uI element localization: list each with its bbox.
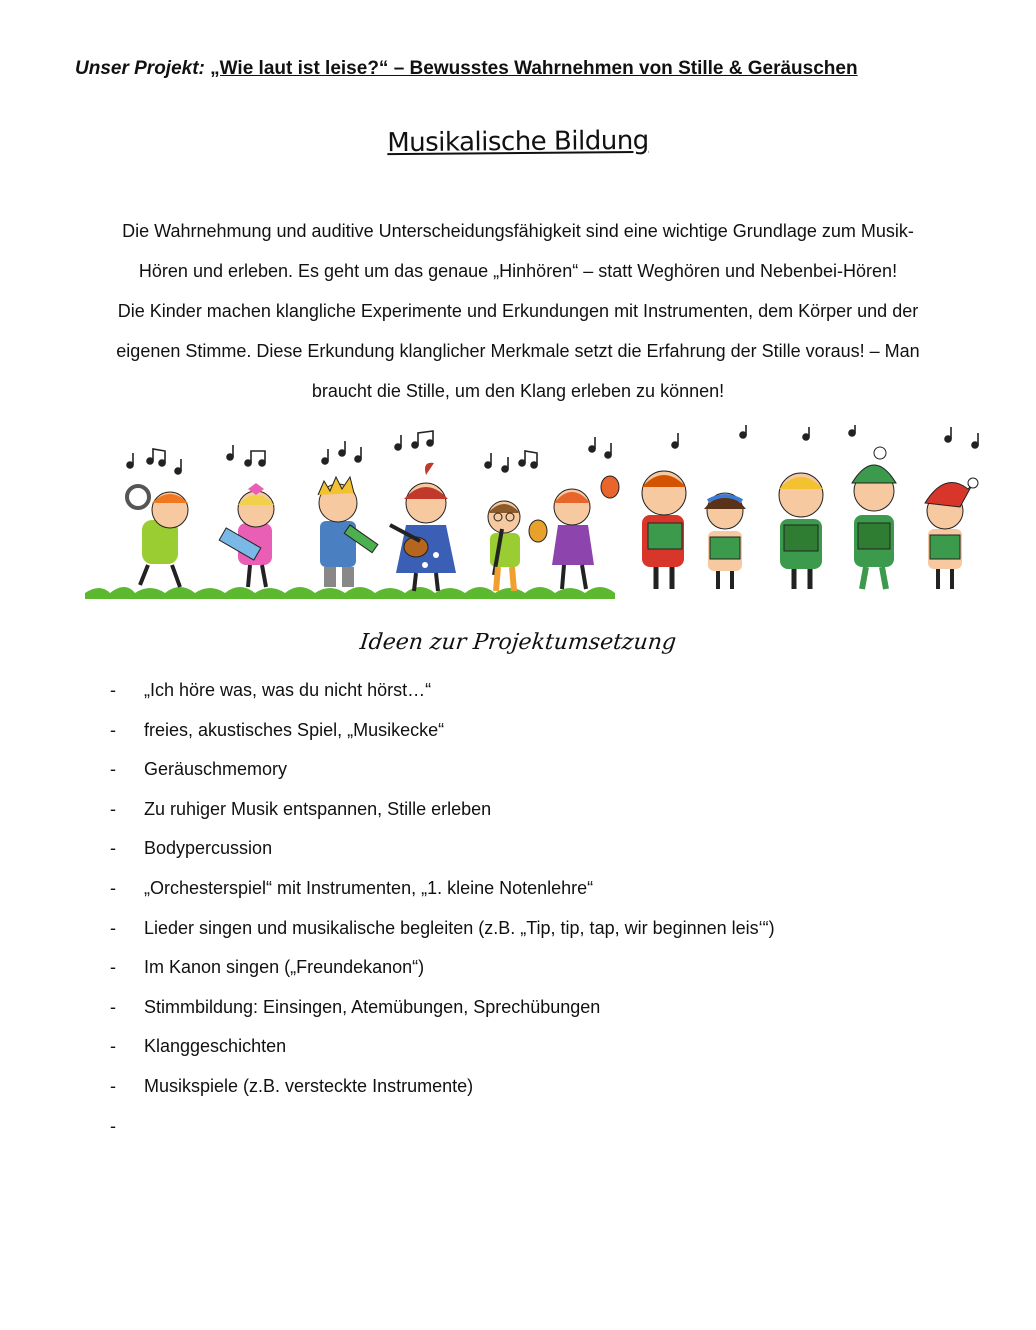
note-icon (672, 433, 678, 448)
note-icon (945, 427, 951, 442)
list-item (110, 829, 970, 869)
note-icon (485, 453, 491, 468)
note-icon (519, 451, 537, 468)
list-bullet: - (110, 1036, 116, 1057)
list-item-text: freies, akustisches Spiel, „Musikecke“ (144, 719, 445, 740)
list-bullet: - (110, 798, 116, 819)
list-item-text: Im Kanon singen („Freundekanon“) (144, 957, 425, 978)
list-item (110, 869, 970, 909)
list-item-text: Zu ruhiger Musik entspannen, Stille erleben (144, 798, 492, 819)
intro-line: eigenen Stimme. Diese Erkundung klanglicher Merkmale setzt die Erfahrung der Stille voraus! – Man (116, 341, 920, 361)
list-item-text: Klanggeschichten (144, 1036, 287, 1057)
note-icon (412, 431, 433, 448)
child-singer (852, 447, 896, 589)
intro-line: Hören und erleben. Es geht um das genaue „Hinhören“ – statt Weghören und Nebenbei-Hören! (138, 261, 898, 281)
list-item-text: Bodypercussion (144, 838, 273, 859)
list-bullet: - (110, 877, 116, 898)
child-xylophone (219, 483, 274, 587)
note-icon (227, 445, 233, 460)
list-bullet: - (110, 1075, 116, 1096)
list-item (110, 1027, 970, 1067)
note-icon (339, 441, 345, 456)
list-item-text: Musikspiele (z.B. versteckte Instrumente) (144, 1075, 474, 1096)
list-item (110, 1067, 970, 1107)
list-item (110, 750, 970, 790)
note-icon (355, 447, 361, 462)
note-icon (849, 425, 855, 436)
intro-paragraph (70, 211, 966, 411)
note-icon (589, 437, 595, 452)
page-title: Musikalische Bildung (387, 125, 649, 159)
note-icon (175, 459, 181, 474)
list-item-text: „Orchesterspiel“ mit Instrumenten, „1. kleine Notenlehre“ (144, 877, 594, 898)
grass-strip (85, 587, 615, 599)
list-item-text: Stimmbildung: Einsingen, Atemübungen, Sprechübungen (144, 996, 601, 1017)
music-notes (127, 425, 978, 474)
child-singer (925, 478, 978, 589)
intro-line: braucht die Stille, um den Klang erleben zu können! (311, 381, 725, 401)
project-header-title: „Wie laut ist leise?“ – Bewusstes Wahrnehmen von Stille & Geräuschen (210, 58, 858, 79)
list-item (110, 948, 970, 988)
note-icon (502, 457, 508, 472)
list-item-text: Geräuschmemory (144, 759, 288, 780)
note-icon (803, 427, 809, 440)
list-bullet: - (110, 996, 116, 1017)
list-bullet: - (110, 719, 116, 740)
list-bullet: - (110, 680, 116, 700)
note-icon (127, 453, 133, 468)
list-item (110, 909, 970, 949)
children-making-music-illustration (80, 425, 990, 605)
list-bullet: - (110, 957, 116, 978)
note-icon (395, 435, 401, 450)
list-bullet: - (110, 917, 116, 938)
ideas-subtitle: Ideen zur Projektumsetzung (358, 630, 678, 655)
child-guitar (390, 463, 456, 591)
project-header-label: Unser Projekt: (75, 58, 205, 79)
child-singer (779, 473, 823, 589)
note-icon (740, 425, 746, 438)
child-tambourine (127, 486, 188, 587)
list-item (110, 988, 970, 1028)
intro-line: Die Wahrnehmung und auditive Unterscheidungsfähigkeit sind eine wichtige Grundlage zum Musik- (122, 221, 914, 241)
note-icon (322, 449, 328, 464)
list-item (110, 671, 970, 711)
child-recorder (318, 477, 378, 587)
list-bullet: - (110, 1115, 116, 1136)
list-item (110, 790, 970, 830)
child-flute (488, 501, 520, 591)
note-icon (245, 451, 265, 466)
note-icon (605, 443, 611, 458)
list-item (110, 711, 970, 751)
list-item (110, 1107, 970, 1147)
intro-line: Die Kinder machen klangliche Experimente und Erkundungen mit Instrumenten, dem Körper und der (117, 301, 919, 321)
list-item-text: „Ich höre was, was du nicht hörst…“ (144, 680, 432, 700)
child-singer (642, 471, 686, 589)
child-maracas (529, 476, 619, 589)
list-bullet: - (110, 838, 116, 859)
child-singer (704, 493, 746, 589)
list-item-text: Lieder singen und musikalische begleiten (z.B. „Tip, tip, tap, wir beginnen leis‘“) (144, 917, 775, 938)
list-bullet: - (110, 759, 116, 780)
note-icon (147, 449, 165, 466)
ideas-list (110, 671, 970, 1146)
note-icon (972, 433, 978, 448)
project-header (75, 58, 858, 80)
